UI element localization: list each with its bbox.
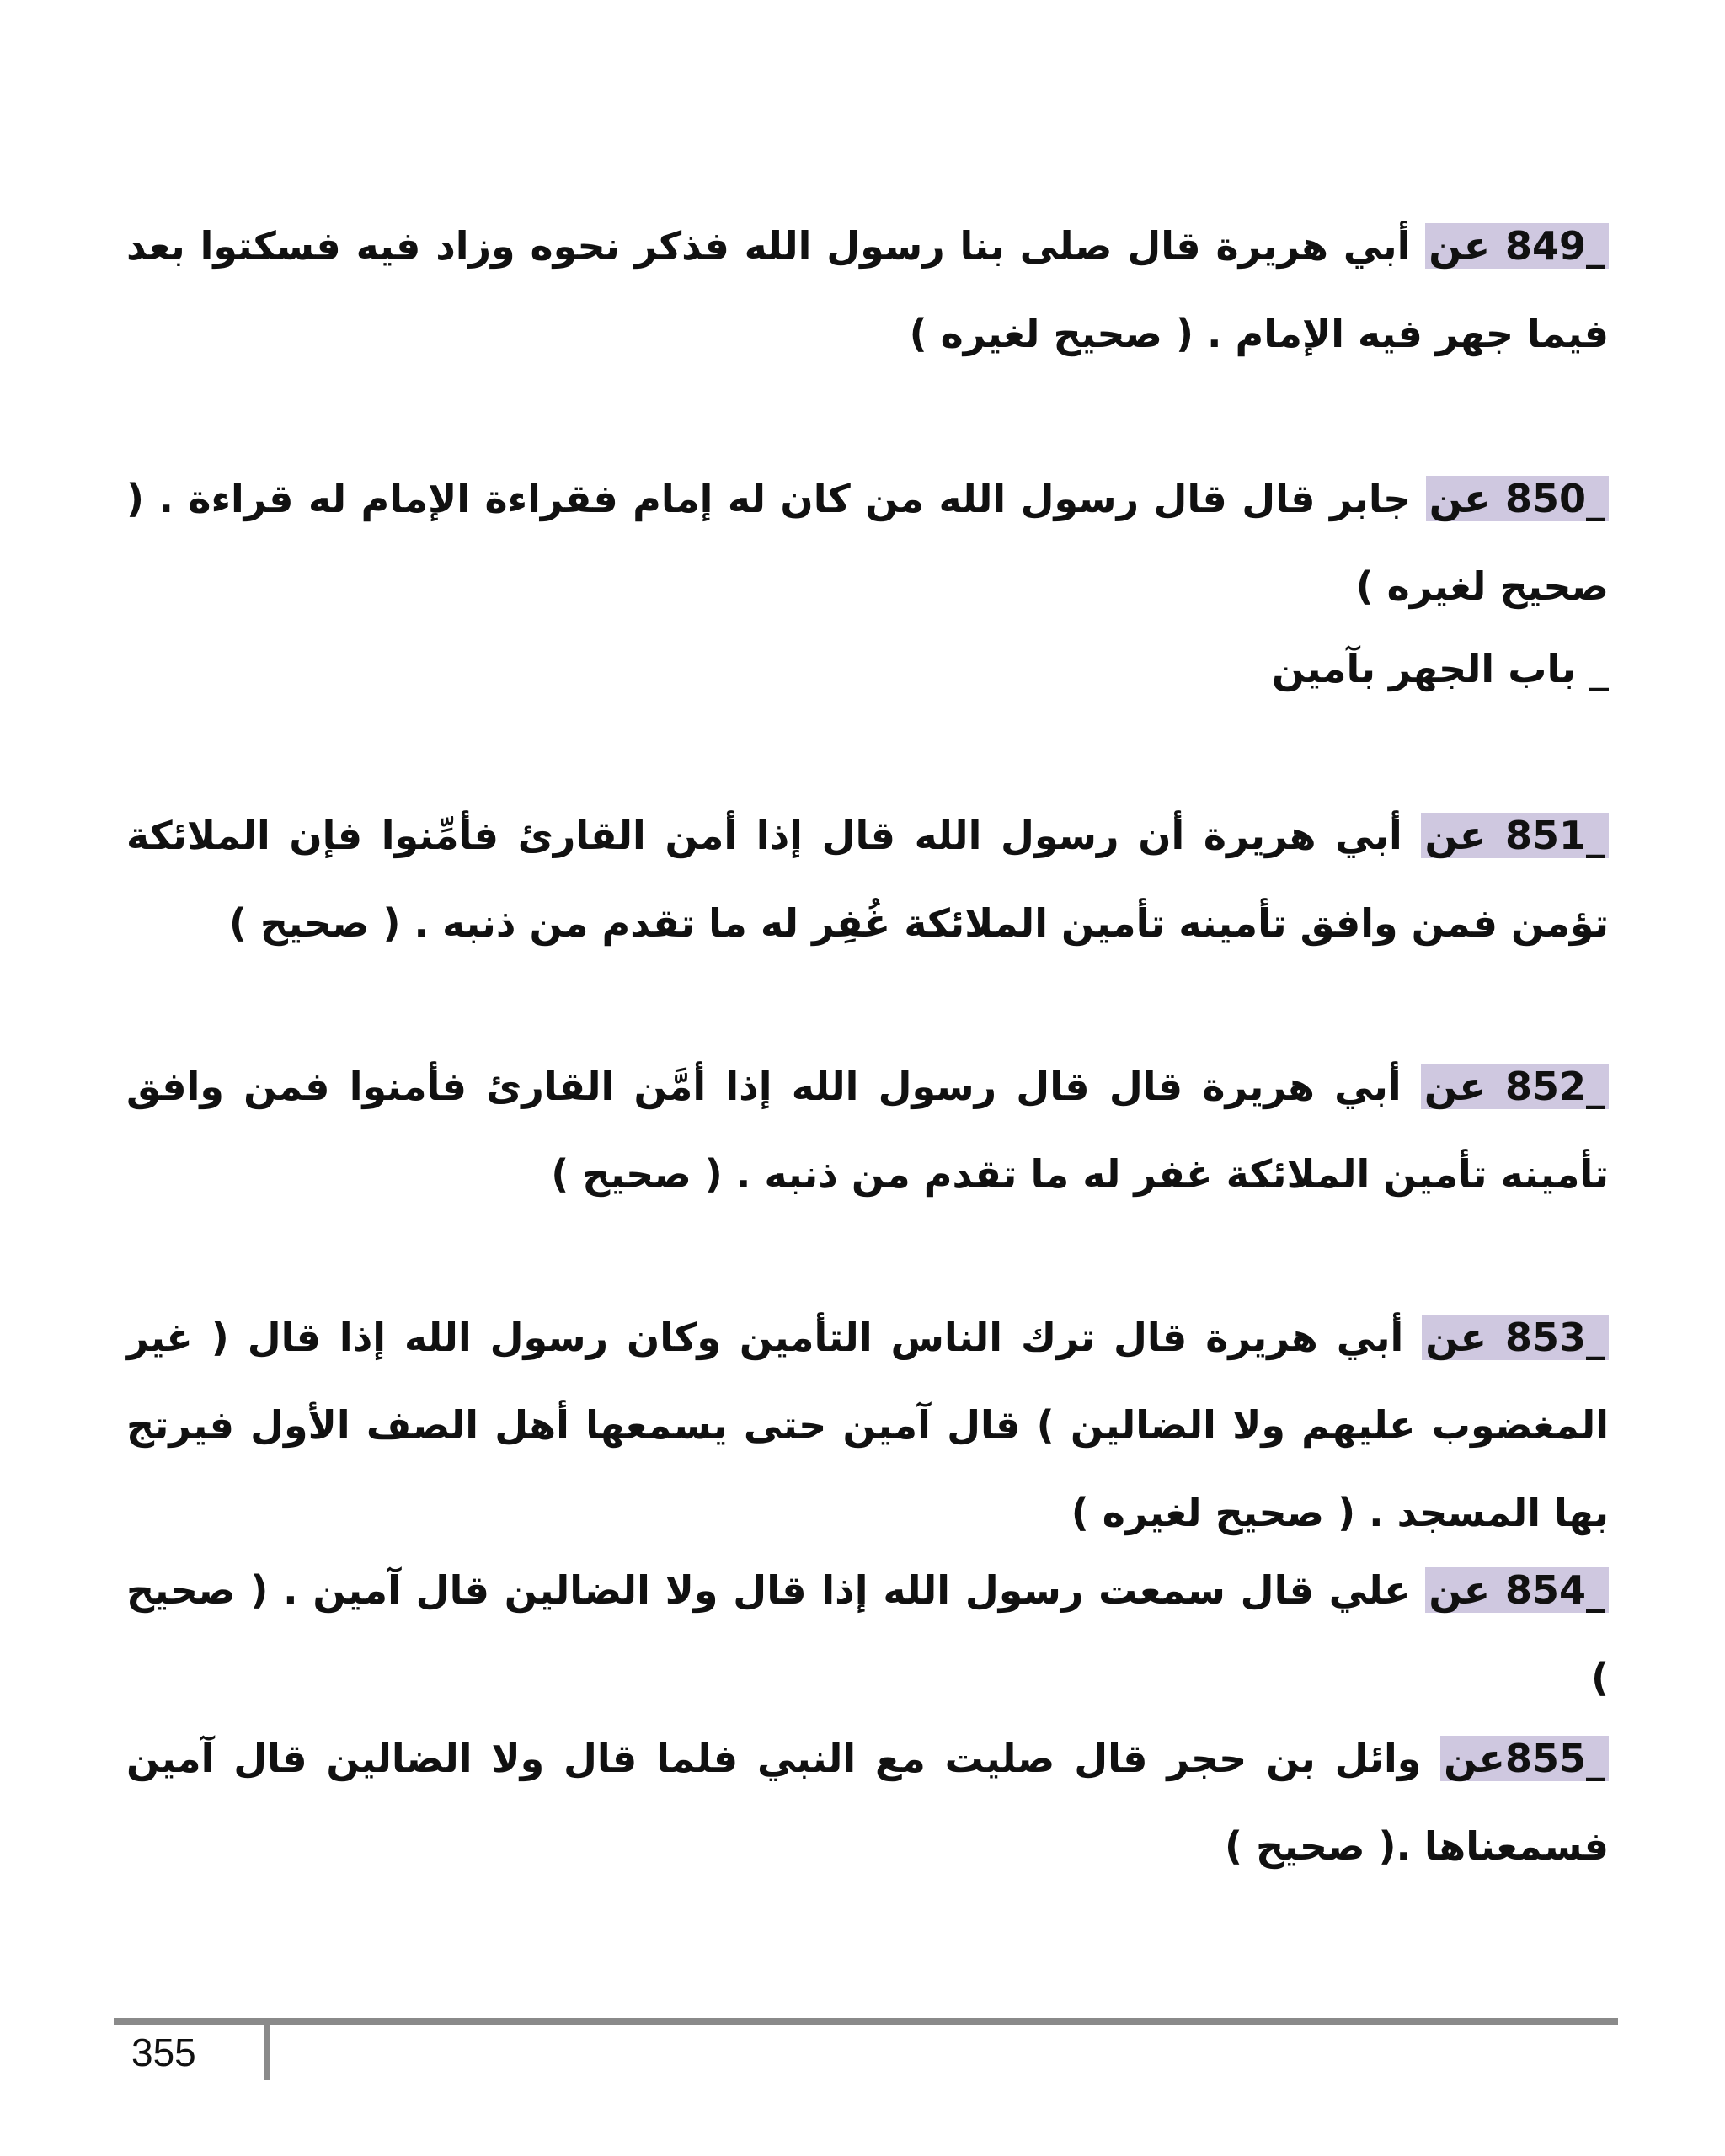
chapter-heading: _ باب الجهر بآمين	[1271, 646, 1609, 691]
footer-divider-tick	[264, 2021, 270, 2080]
hadith-number: 851_	[1504, 813, 1606, 858]
hadith-854	[126, 1546, 1609, 1721]
footer-rule	[114, 2018, 1618, 2025]
hadith-label-849	[1425, 223, 1609, 269]
hadith-prefix: عن	[1425, 1315, 1487, 1360]
hadith-number: 854_	[1504, 1567, 1606, 1613]
hadith-label-850	[1426, 476, 1609, 521]
hadith-text: أبي هريرة قال قال رسول الله إذا أمَّن القارئ فأمنوا فمن وافق تأمينه تأمين الملائكة غفر له ما تقدم من ذنبه . ( صحيح )	[126, 1064, 1609, 1197]
hadith-852	[126, 1043, 1609, 1218]
hadith-prefix: عن	[1429, 476, 1491, 521]
hadith-851	[126, 792, 1609, 967]
hadith-label-851	[1421, 813, 1609, 858]
hadith-label-855	[1440, 1736, 1609, 1781]
hadith-number: 849_	[1504, 223, 1606, 269]
hadith-849	[126, 202, 1609, 377]
hadith-text: أبي هريرة قال صلى بنا رسول الله فذكر نحوه وزاد فيه فسكتوا بعد فيما جهر فيه الإمام . ( صحيح لغيره )	[126, 223, 1609, 356]
hadith-prefix: عن	[1423, 1064, 1486, 1109]
hadith-text: علي قال سمعت رسول الله إذا قال ولا الضالين قال آمين . ( صحيح )	[126, 1567, 1609, 1700]
hadith-prefix: عن	[1444, 1736, 1505, 1781]
hadith-853	[126, 1294, 1609, 1556]
hadith-number: 855_	[1504, 1736, 1605, 1781]
hadith-number: 850_	[1504, 476, 1605, 521]
hadith-label-853	[1422, 1315, 1609, 1360]
hadith-prefix: عن	[1429, 1567, 1491, 1613]
hadith-prefix: عن	[1424, 813, 1487, 858]
page-number: 355	[131, 2031, 196, 2074]
hadith-number: 853_	[1504, 1315, 1605, 1360]
hadith-prefix: عن	[1429, 223, 1491, 269]
hadith-text: وائل بن حجر قال صليت مع النبي فلما قال ولا الضالين قال آمين فسمعناها .( صحيح )	[126, 1736, 1609, 1869]
hadith-label-852	[1421, 1064, 1609, 1109]
hadith-number: 852_	[1504, 1064, 1605, 1109]
hadith-text: جابر قال قال رسول الله من كان له إمام فقراءة الإمام له قراءة . ( صحيح لغيره )	[126, 476, 1609, 609]
hadith-850	[126, 455, 1609, 630]
hadith-855	[126, 1715, 1609, 1890]
hadith-text: أبي هريرة أن رسول الله قال إذا أمن القارئ فأمِّنوا فإن الملائكة تؤمن فمن وافق تأمينه تأمين الملائكة غُفِر له ما تقدم من ذنبه . ( صحيح )	[126, 813, 1609, 946]
hadith-label-854	[1425, 1567, 1609, 1613]
hadith-text: أبي هريرة قال ترك الناس التأمين وكان رسول الله إذا قال ( غير المغضوب عليهم ولا الضالين ) قال آمين حتى يسمعها أهل الصف الأول فيرتج بها المسجد . ( صحيح لغيره )	[126, 1315, 1609, 1535]
